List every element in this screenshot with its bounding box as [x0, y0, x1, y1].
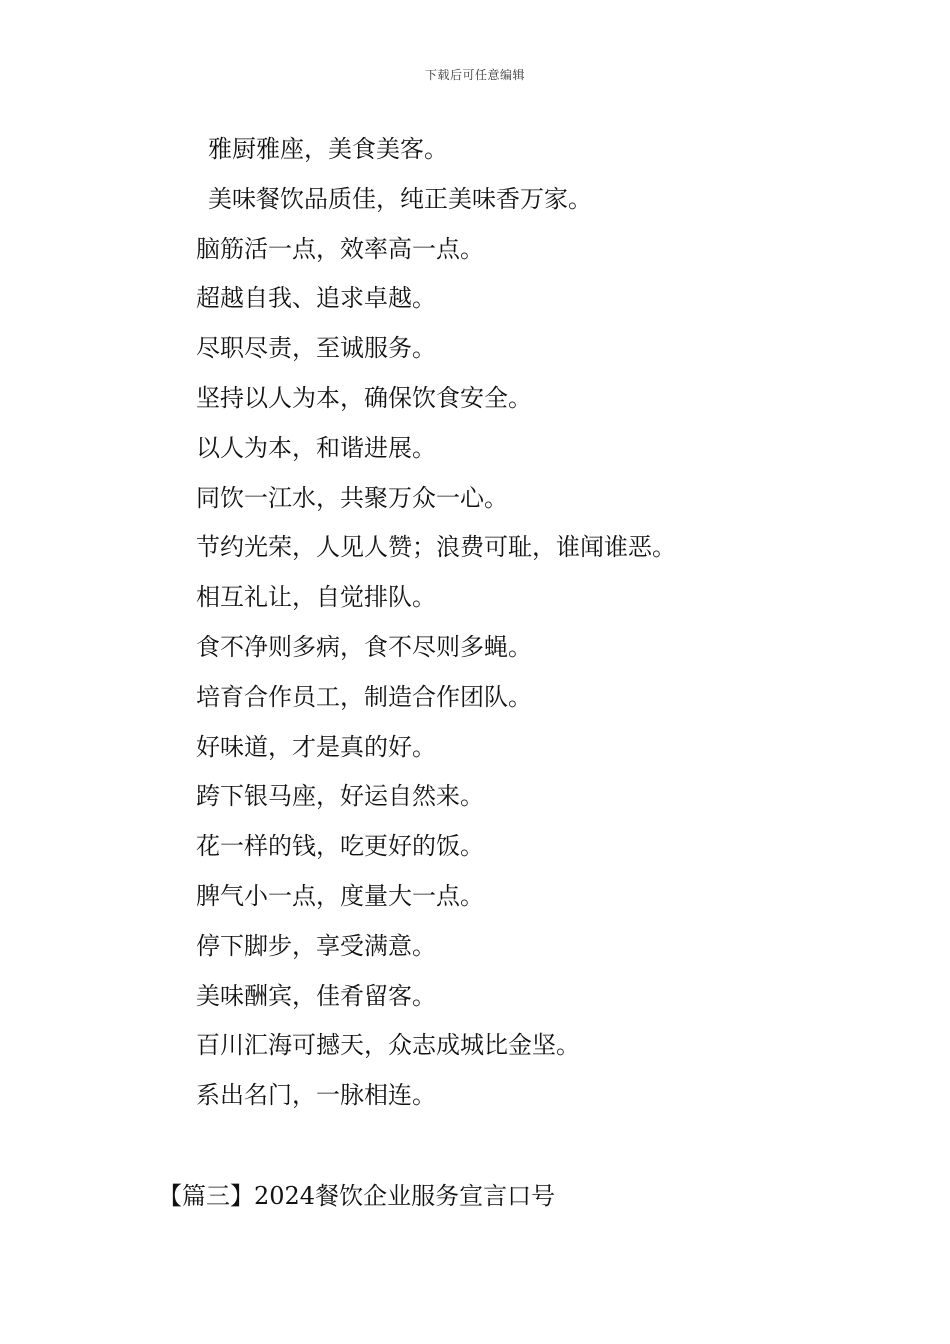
slogan-line: 美味餐饮品质佳，纯正美味香万家。: [208, 184, 592, 213]
slogan-line: 脑筋活一点，效率高一点。: [196, 234, 484, 263]
slogan-line: 相互礼让，自觉排队。: [196, 583, 436, 612]
slogan-line: 花一样的钱，吃更好的饭。: [196, 832, 484, 861]
slogan-line: 坚持以人为本，确保饮食安全。: [196, 383, 532, 412]
slogan-list: [0, 128, 950, 1124]
slogan-line: 美味酬宾，佳肴留客。: [196, 981, 436, 1010]
slogan-line: 百川汇海可撼天，众志成城比金坚。: [196, 1031, 580, 1060]
slogan-line: 雅厨雅座，美食美客。: [208, 135, 448, 163]
slogan-line: 尽职尽责，至诚服务。: [196, 334, 436, 363]
slogan-line: 停下脚步，享受满意。: [196, 931, 436, 960]
slogan-line: 以人为本，和谐进展。: [196, 433, 436, 462]
slogan-line: 系出名门，一脉相连。: [196, 1081, 436, 1110]
slogan-line: 好味道，才是真的好。: [196, 732, 436, 761]
slogan-line: 同饮一江水，共聚万众一心。: [196, 483, 508, 512]
slogan-line: 超越自我、追求卓越。: [196, 284, 436, 313]
slogan-line: 食不净则多病，食不尽则多蝇。: [196, 632, 532, 661]
slogan-line: 跨下银马座，好运自然来。: [196, 782, 484, 811]
page-header: 下载后可任意编辑: [424, 68, 525, 82]
slogan-line: 节约光荣，人见人赞；浪费可耻，谁闻谁恶。: [196, 533, 676, 562]
slogan-line: 培育合作员工，制造合作团队。: [196, 682, 532, 711]
section-title: 【篇三】2024餐饮企业服务宣言口号: [158, 1182, 556, 1210]
slogan-line: 脾气小一点，度量大一点。: [196, 881, 484, 910]
